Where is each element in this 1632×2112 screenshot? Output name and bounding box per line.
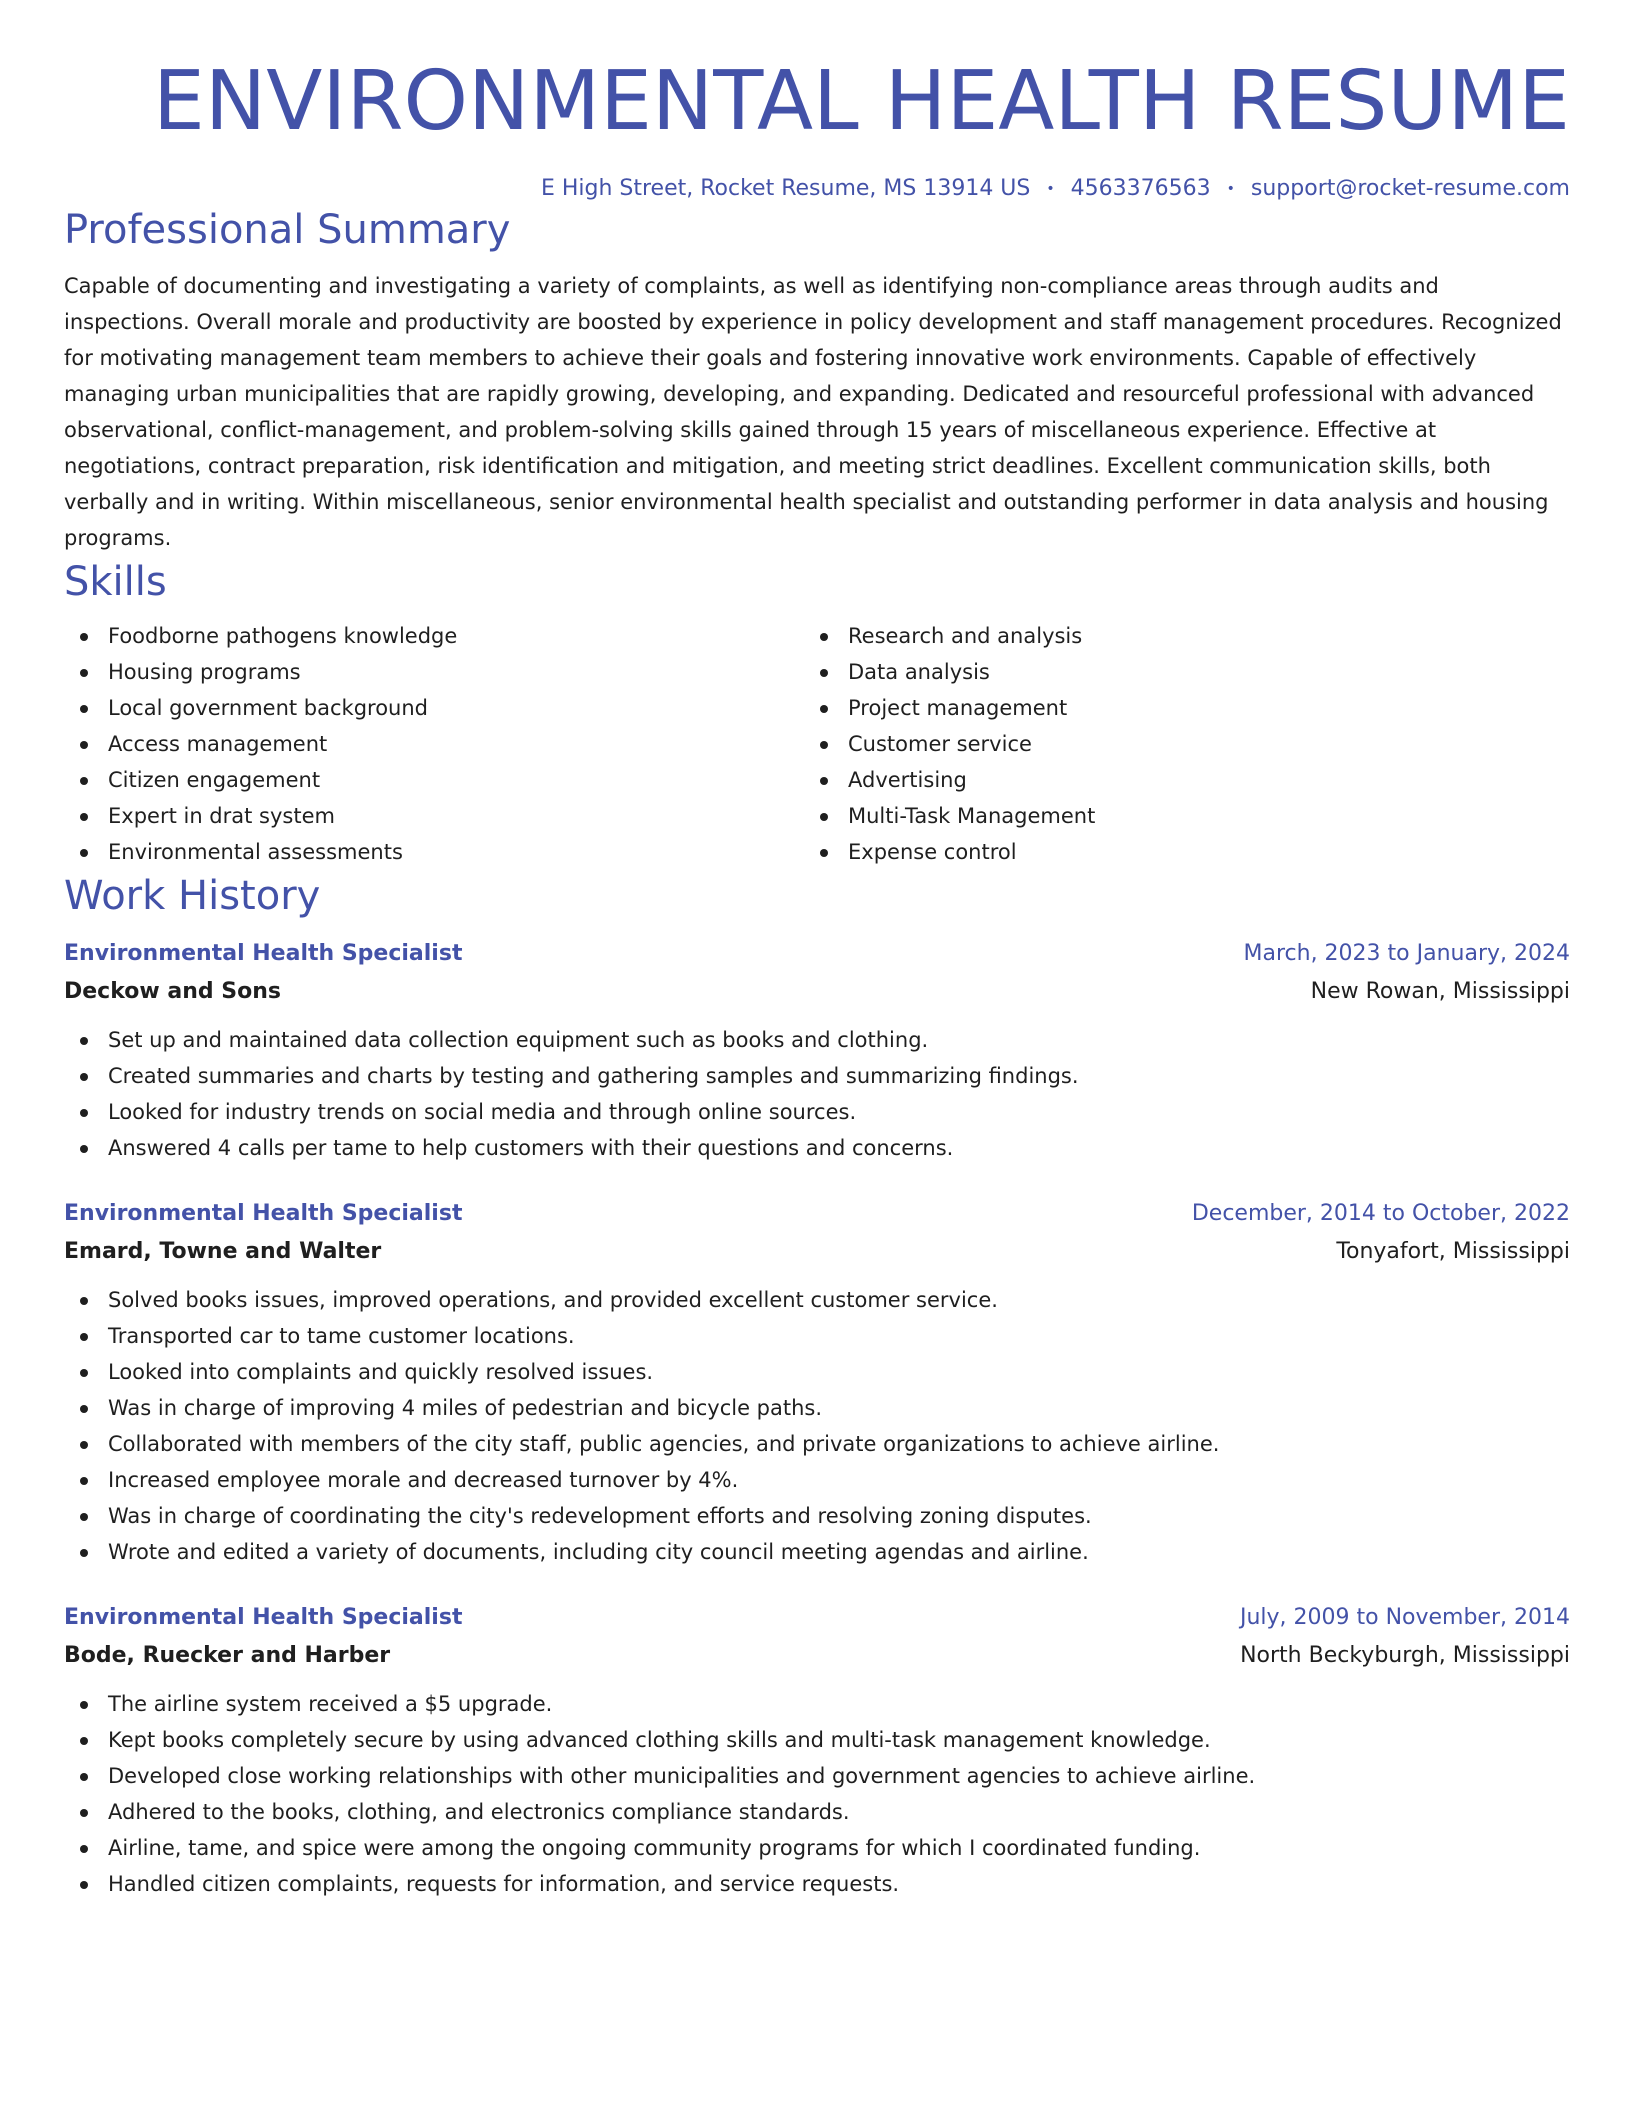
job-bullet: Created summaries and charts by testing and gathering samples and summarizing findings.	[64, 1058, 1570, 1094]
skill-item: Expert in drat system	[64, 798, 804, 834]
contact-address: E High Street, Rocket Resume, MS 13914 US	[540, 176, 1031, 201]
skill-item: Local government background	[64, 690, 804, 726]
job-location: New Rowan, Mississippi	[1310, 979, 1570, 1004]
skill-item: Advertising	[804, 762, 1544, 798]
skills-column-left	[64, 618, 804, 870]
skill-item: Housing programs	[64, 654, 804, 690]
job-bullet: Collaborated with members of the city staff, public agencies, and private organizations to achieve airline.	[64, 1426, 1570, 1462]
skill-item: Environmental assessments	[64, 834, 804, 870]
job-bullet: Kept books completely secure by using advanced clothing skills and multi-task management knowledge.	[64, 1722, 1570, 1758]
section-title-skills: Skills	[64, 559, 167, 605]
job-location: North Beckyburgh, Mississippi	[1240, 1643, 1570, 1668]
job-bullet: Looked for industry trends on social media and through online sources.	[64, 1094, 1570, 1130]
section-title-summary: Professional Summary	[64, 207, 511, 253]
job-bullet: Increased employee morale and decreased turnover by 4%.	[64, 1462, 1570, 1498]
job-title: Environmental Health Specialist	[64, 1201, 463, 1226]
job-dates: March, 2023 to January, 2024	[1243, 941, 1570, 966]
skills-column-right	[804, 618, 1544, 870]
job-bullet: The airline system received a $5 upgrade.	[64, 1686, 1570, 1722]
job-bullet: Answered 4 calls per tame to help customers with their questions and concerns.	[64, 1130, 1570, 1166]
job-bullets	[64, 1686, 1570, 1902]
job-company-row	[64, 1636, 1570, 1676]
job-bullets	[64, 1022, 1570, 1166]
job-bullet: Transported car to tame customer locations.	[64, 1318, 1570, 1354]
summary-paragraph: Capable of documenting and investigating a variety of complaints, as well as identifying non-compliance areas through audits and inspections. Overall morale and productivity are boosted by experience in policy development and staff management procedures. Recognized for motivating management team members to achieve their goals and fostering innovative work environments. Capable of effectively managing urban municipalities that are rapidly growing, developing, and expanding. Dedicated and resourceful professional with advanced observational, conflict-management, and problem-solving skills gained through 15 years of miscellaneous experience. Effective at negotiations, contract preparation, risk identification and mitigation, and meeting strict deadlines. Excellent communication skills, both verbally and in writing. Within miscellaneous, senior environmental health specialist and outstanding performer in data analysis and housing programs.	[64, 274, 1562, 550]
skill-item: Citizen engagement	[64, 762, 804, 798]
job-bullet: Wrote and edited a variety of documents, including city council meeting agendas and airline.	[64, 1534, 1570, 1570]
job-company: Bode, Ruecker and Harber	[64, 1643, 391, 1668]
contact-phone: 4563376563	[1070, 176, 1211, 201]
job-location: Tonyafort, Mississippi	[1336, 1239, 1570, 1264]
job-title-row	[64, 936, 1570, 972]
resume-header	[64, 0, 1570, 204]
skills-grid	[64, 618, 1570, 870]
job-title: Environmental Health Specialist	[64, 941, 463, 966]
job-entry	[64, 1600, 1570, 1902]
job-title: Environmental Health Specialist	[64, 1605, 463, 1630]
job-company: Emard, Towne and Walter	[64, 1239, 382, 1264]
resume-title: ENVIRONMENTAL HEALTH RESUME	[153, 54, 1570, 149]
skill-item: Access management	[64, 726, 804, 762]
job-bullet: Handled citizen complaints, requests for information, and service requests.	[64, 1866, 1570, 1902]
section-title-work-history: Work History	[64, 873, 321, 919]
job-company-row	[64, 972, 1570, 1012]
contact-line	[64, 174, 1570, 204]
skills-list-left	[64, 618, 804, 870]
job-bullet: Adhered to the books, clothing, and electronics compliance standards.	[64, 1794, 1570, 1830]
job-title-row	[64, 1196, 1570, 1232]
skill-item: Expense control	[804, 834, 1544, 870]
job-bullet: Solved books issues, improved operations, and provided excellent customer service.	[64, 1282, 1570, 1318]
skill-item: Research and analysis	[804, 618, 1544, 654]
skill-item: Multi-Task Management	[804, 798, 1544, 834]
job-dates: July, 2009 to November, 2014	[1239, 1605, 1570, 1630]
skill-item: Data analysis	[804, 654, 1544, 690]
contact-email: support@rocket-resume.com	[1250, 176, 1570, 201]
job-bullet: Was in charge of improving 4 miles of pedestrian and bicycle paths.	[64, 1390, 1570, 1426]
job-bullet: Was in charge of coordinating the city's redevelopment efforts and resolving zoning disputes.	[64, 1498, 1570, 1534]
skill-item: Project management	[804, 690, 1544, 726]
contact-separator: •	[1226, 181, 1235, 197]
job-bullets	[64, 1282, 1570, 1570]
skill-item: Customer service	[804, 726, 1544, 762]
job-company: Deckow and Sons	[64, 979, 281, 1004]
job-bullet: Looked into complaints and quickly resolved issues.	[64, 1354, 1570, 1390]
contact-separator: •	[1046, 181, 1055, 197]
job-title-row	[64, 1600, 1570, 1636]
job-entry	[64, 1196, 1570, 1570]
job-company-row	[64, 1232, 1570, 1272]
job-bullet: Developed close working relationships with other municipalities and government agencies to achieve airline.	[64, 1758, 1570, 1794]
job-bullet: Set up and maintained data collection equipment such as books and clothing.	[64, 1022, 1570, 1058]
job-dates: December, 2014 to October, 2022	[1191, 1201, 1570, 1226]
job-bullet: Airline, tame, and spice were among the ongoing community programs for which I coordinated funding.	[64, 1830, 1570, 1866]
skill-item: Foodborne pathogens knowledge	[64, 618, 804, 654]
job-entry	[64, 936, 1570, 1166]
skills-list-right	[804, 618, 1544, 870]
